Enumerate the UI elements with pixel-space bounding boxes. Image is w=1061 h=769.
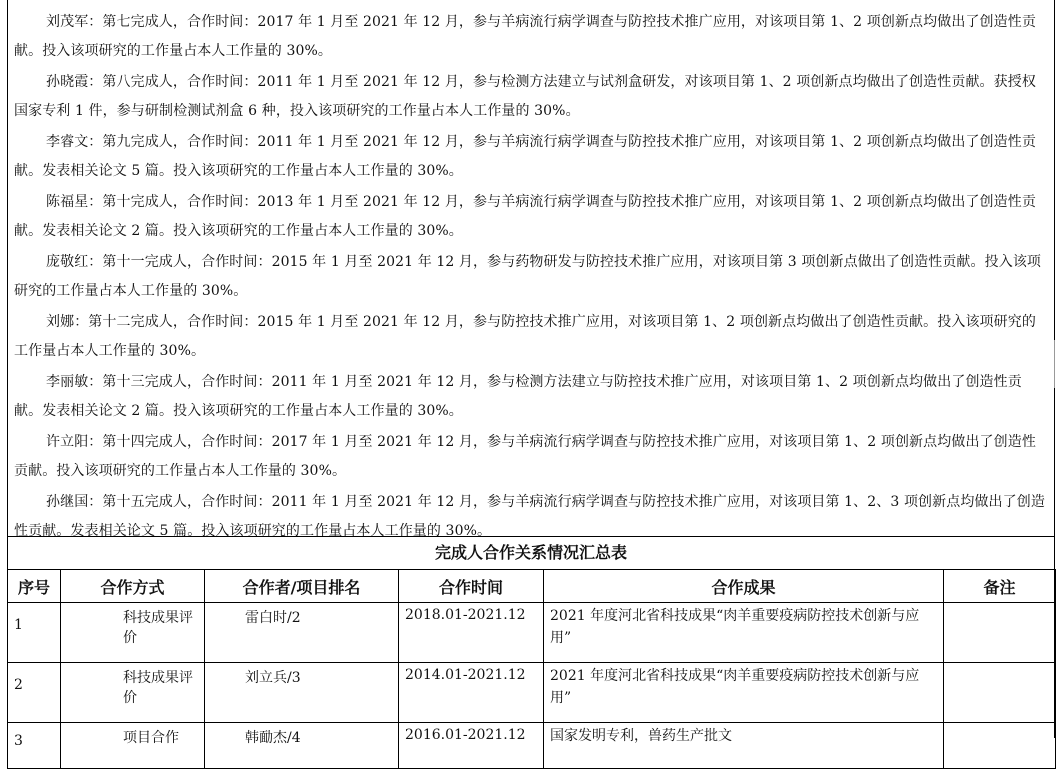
cell-partner: 雷白时/2 [205,603,399,663]
table-row [8,723,1056,769]
header-period: 合作时间 [399,570,544,603]
header-remark: 备注 [944,570,1056,603]
paragraph: 庞敬红：第十一完成人，合作时间：2015 年 1 月至 2021 年 12 月，参与药物研发与防控技术推广应用，对该项目第 3 项创新点做出了创造性贡献。投入该项研究的工作量占本人工作量的 30%。 [14,254,1042,299]
cooperation-table [7,569,1056,769]
cell-result: 2021 年度河北省科技成果“肉羊重要疫病防控技术创新与应用” [544,603,944,663]
cell-partner: 韩勔杰/4 [205,723,399,769]
cell-result: 国家发明专利，兽药生产批文 [544,723,944,769]
cell-result: 2021 年度河北省科技成果“肉羊重要疫病防控技术创新与应用” [544,663,944,723]
cell-index: 3 [8,723,61,769]
cell-period: 2016.01-2021.12 [399,723,544,769]
table-title: 完成人合作关系情况汇总表 [7,536,1055,570]
table-row [8,603,1056,663]
paragraph: 许立阳：第十四完成人，合作时间：2017 年 1 月至 2021 年 12 月，参与羊病流行病学调查与防控技术推广应用，对该项目第 1、2 项创新点均做出了创造性贡献。投入该项研究的工作量占本人工作量的 30%。 [14,434,1036,479]
cell-period: 2018.01-2021.12 [399,603,544,663]
header-method: 合作方式 [61,570,205,603]
table-header-row [8,570,1056,603]
paragraph: 李丽敏：第十三完成人，合作时间：2011 年 1 月至 2021 年 12 月，参与检测方法建立与防控技术推广应用，对该项目第 1、2 项创新点均做出了创造性贡献。发表相关论文 2 篇。投入该项研究的工作量占本人工作量的 30%。 [14,374,1022,419]
cell-method: 项目合作 [61,723,205,769]
cell-method: 科技成果评价 [61,603,205,663]
cell-remark [944,723,1056,769]
paragraph: 刘茂军：第七完成人，合作时间：2017 年 1 月至 2021 年 12 月，参与羊病流行病学调查与防控技术推广应用，对该项目第 1、2 项创新点均做出了创造性贡献。投入该项研究的工作量占本人工作量的 30%。 [14,14,1036,59]
cell-remark [944,663,1056,723]
paragraph: 李睿文：第九完成人，合作时间：2011 年 1 月至 2021 年 12 月，参与羊病流行病学调查与防控技术推广应用，对该项目第 1、2 项创新点均做出了创造性贡献。发表相关论文 5 篇。投入该项研究的工作量占本人工作量的 30%。 [14,134,1036,179]
page-edge-marker [1054,340,1061,388]
cell-index: 1 [8,603,61,663]
cell-method: 科技成果评价 [61,663,205,723]
header-result: 合作成果 [544,570,944,603]
paragraph: 孙继国：第十五完成人，合作时间：2011 年 1 月至 2021 年 12 月，参与羊病流行病学调查与防控技术推广应用，对该项目第 1、2、3 项创新点均做出了创造性贡献。发表相关论文 5 篇。投入该项研究的工作量占本人工作量的 30%。 [14,494,1045,539]
header-index: 序号 [8,570,61,603]
table-row [8,663,1056,723]
contributor-paragraphs [14,8,1046,548]
paragraph: 陈福星：第十完成人，合作时间：2013 年 1 月至 2021 年 12 月，参与羊病流行病学调查与防控技术推广应用，对该项目第 1、2 项创新点均做出了创造性贡献。发表相关论文 2 篇。投入该项研究的工作量占本人工作量的 30%。 [14,194,1036,239]
paragraph: 孙晓霞：第八完成人，合作时间：2011 年 1 月至 2021 年 12 月，参与检测方法建立与试剂盒研发，对该项目第 1、2 项创新点均做出了创造性贡献。获授权国家专利 1 件，参与研制检测试剂盒 6 种，投入该项研究的工作量占本人工作量的 30%。 [14,74,1036,119]
cell-index: 2 [8,663,61,723]
cell-partner: 刘立兵/3 [205,663,399,723]
paragraph: 刘娜：第十二完成人，合作时间：2015 年 1 月至 2021 年 12 月，参与防控技术推广应用，对该项目第 1、2 项创新点均做出了创造性贡献。投入该项研究的工作量占本人工作量的 30%。 [14,314,1036,359]
cell-period: 2014.01-2021.12 [399,663,544,723]
cell-remark [944,603,1056,663]
header-partner: 合作者/项目排名 [205,570,399,603]
